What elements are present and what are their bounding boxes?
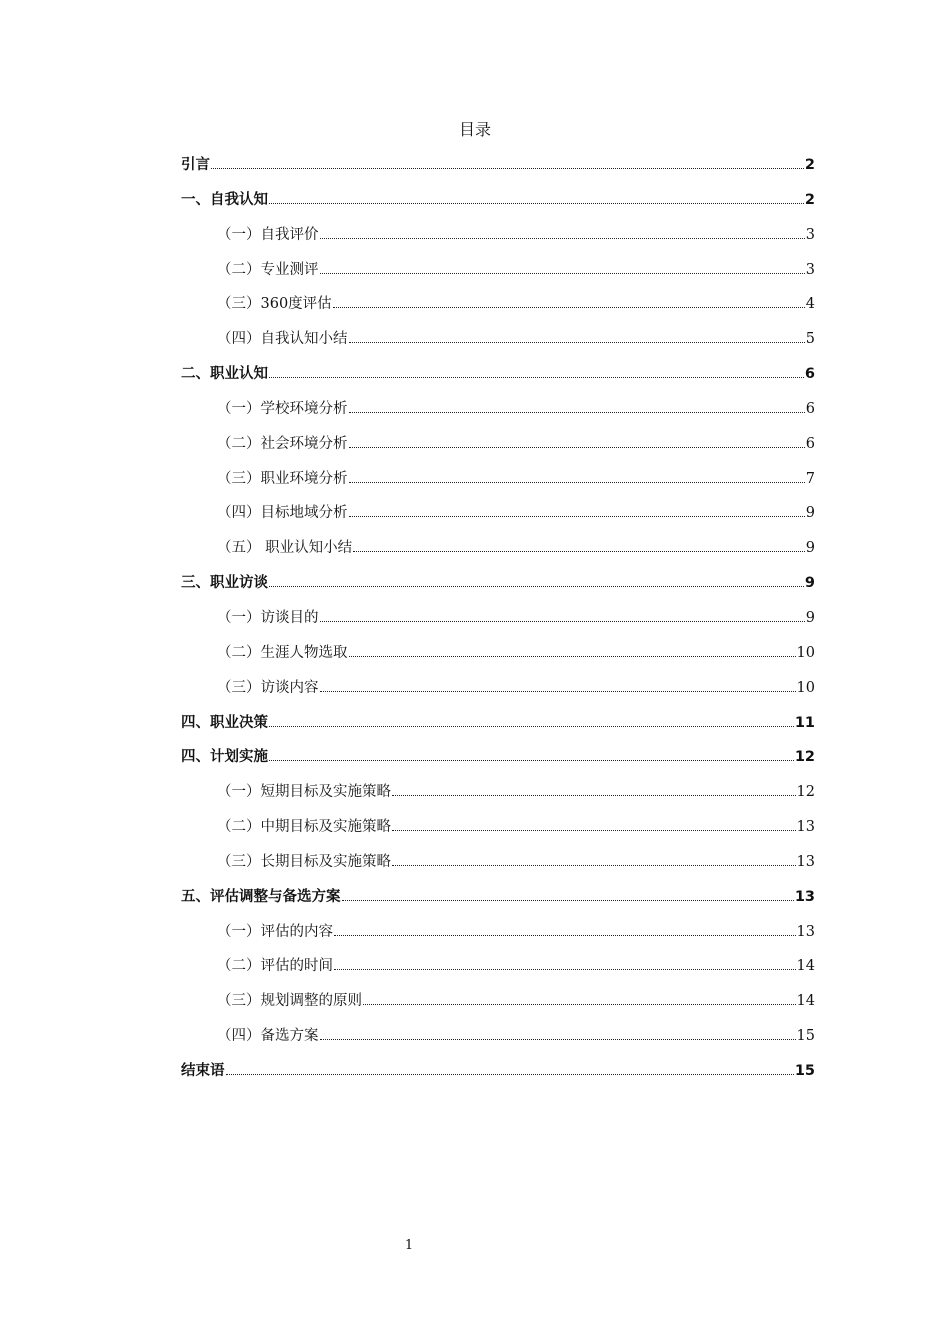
- toc-entry-label: 五、评估调整与备选方案: [181, 888, 341, 905]
- toc-entry-label: （一）自我评价: [217, 226, 319, 243]
- toc-title: 目录: [458, 120, 491, 139]
- toc-entry-page-number: 13: [796, 853, 815, 870]
- toc-dot-leader: [320, 1028, 796, 1040]
- toc-entry-label: （五） 职业认知小结: [217, 540, 353, 557]
- toc-entry-label: （三）访谈内容: [217, 679, 319, 696]
- toc-entry-label: （二）生涯人物选取: [217, 644, 348, 661]
- toc-entry-label: （四）备选方案: [217, 1028, 319, 1045]
- toc-entry-page-number: 7: [805, 470, 815, 487]
- toc-entry-chapter[interactable]: [181, 183, 815, 218]
- toc-dot-leader: [269, 366, 804, 378]
- toc-entry-page-number: 3: [805, 261, 815, 278]
- toc-dot-leader: [269, 575, 804, 587]
- toc-entry-label: 一、自我认知: [181, 191, 268, 208]
- toc-entry-label: （二）专业测评: [217, 261, 319, 278]
- toc-dot-leader: [320, 227, 805, 239]
- toc-dot-leader: [392, 854, 796, 866]
- toc-entry-label: （二）中期目标及实施策略: [217, 819, 391, 836]
- toc-entry-label: （三）长期目标及实施策略: [217, 853, 391, 870]
- toc-entry-label: 二、职业认知: [181, 366, 268, 383]
- toc-entry-chapter[interactable]: [181, 740, 815, 775]
- toc-entry-page-number: 6: [804, 366, 815, 383]
- toc-entry-page-number: 14: [796, 958, 815, 975]
- toc-entry-label: 引言: [181, 157, 210, 173]
- toc-entry-page-number: 13: [796, 819, 815, 836]
- toc-entry-page-number: 11: [794, 714, 815, 731]
- toc-entry-page-number: 2: [804, 157, 815, 173]
- toc-dot-leader: [349, 471, 805, 483]
- toc-entry-page-number: 6: [805, 435, 815, 452]
- toc-dot-leader: [349, 331, 805, 343]
- toc-entry-page-number: 10: [796, 679, 815, 696]
- toc-entry-section[interactable]: [181, 462, 815, 497]
- table-of-contents: [181, 148, 815, 1089]
- toc-entry-label: （三）职业环境分析: [217, 470, 348, 487]
- toc-entry-page-number: 5: [805, 331, 815, 348]
- toc-dot-leader: [353, 540, 805, 552]
- toc-entry-section[interactable]: [181, 949, 815, 984]
- toc-entry-page-number: 4: [805, 296, 815, 313]
- toc-entry-section[interactable]: [181, 322, 815, 357]
- toc-entry-section[interactable]: [181, 671, 815, 706]
- toc-entry-label: 结束语: [181, 1062, 225, 1079]
- toc-dot-leader: [269, 749, 794, 761]
- toc-dot-leader: [269, 715, 794, 727]
- toc-dot-leader: [334, 924, 796, 936]
- toc-dot-leader: [320, 262, 805, 274]
- toc-entry-label: 四、职业决策: [181, 714, 268, 731]
- toc-dot-leader: [320, 610, 805, 622]
- toc-entry-page-number: 6: [805, 400, 815, 417]
- toc-entry-chapter[interactable]: [181, 566, 815, 601]
- toc-dot-leader: [342, 889, 794, 901]
- toc-entry-page-number: 9: [805, 540, 815, 557]
- toc-dot-leader: [320, 680, 796, 692]
- toc-dot-leader: [349, 645, 796, 657]
- toc-entry-page-number: 12: [794, 749, 815, 766]
- toc-entry-section[interactable]: [181, 1019, 815, 1054]
- toc-entry-label: （二）评估的时间: [217, 958, 333, 975]
- toc-entry-chapter[interactable]: [181, 1054, 815, 1089]
- toc-dot-leader: [226, 1063, 794, 1075]
- toc-entry-section[interactable]: [181, 810, 815, 845]
- toc-dot-leader: [334, 958, 796, 970]
- toc-entry-label: 四、计划实施: [181, 749, 268, 766]
- toc-entry-label: （一）评估的内容: [217, 923, 333, 940]
- toc-entry-chapter[interactable]: [181, 148, 815, 183]
- toc-entry-section[interactable]: [181, 392, 815, 427]
- toc-entry-page-number: 13: [794, 888, 815, 905]
- toc-entry-section[interactable]: [181, 915, 815, 950]
- toc-entry-label: （一）短期目标及实施策略: [217, 784, 391, 801]
- toc-entry-page-number: 13: [796, 923, 815, 940]
- toc-entry-section[interactable]: [181, 984, 815, 1019]
- toc-entry-section[interactable]: [181, 427, 815, 462]
- toc-entry-label: （一）访谈目的: [217, 609, 319, 626]
- toc-entry-label: （二）社会环境分析: [217, 435, 348, 452]
- toc-entry-page-number: 12: [796, 784, 815, 801]
- toc-entry-section[interactable]: [181, 636, 815, 671]
- toc-entry-section[interactable]: [181, 775, 815, 810]
- toc-entry-label: 三、职业访谈: [181, 575, 268, 592]
- toc-entry-chapter[interactable]: [181, 706, 815, 741]
- toc-entry-page-number: 15: [796, 1028, 815, 1045]
- toc-entry-section[interactable]: [181, 253, 815, 288]
- toc-entry-section[interactable]: [181, 287, 815, 322]
- toc-entry-chapter[interactable]: [181, 880, 815, 915]
- toc-entry-page-number: 9: [804, 575, 815, 592]
- toc-entry-label: （四）自我认知小结: [217, 331, 348, 348]
- toc-entry-section[interactable]: [181, 218, 815, 253]
- toc-entry-chapter[interactable]: [181, 357, 815, 392]
- toc-entry-section[interactable]: [181, 496, 815, 531]
- toc-entry-page-number: 3: [805, 226, 815, 243]
- toc-entry-section[interactable]: [181, 845, 815, 880]
- toc-dot-leader: [392, 819, 796, 831]
- toc-entry-label: （三）规划调整的原则: [217, 993, 362, 1010]
- toc-entry-label: （一）学校环境分析: [217, 400, 348, 417]
- toc-entry-page-number: 15: [794, 1062, 815, 1079]
- toc-entry-section[interactable]: [181, 531, 815, 566]
- toc-dot-leader: [211, 157, 804, 169]
- toc-entry-label: （三）360度评估: [217, 296, 332, 313]
- toc-entry-label: （四）目标地域分析: [217, 505, 348, 522]
- toc-dot-leader: [349, 401, 805, 413]
- toc-dot-leader: [269, 192, 804, 204]
- toc-entry-page-number: 9: [805, 609, 815, 626]
- toc-dot-leader: [349, 436, 805, 448]
- toc-entry-page-number: 14: [796, 993, 815, 1010]
- toc-entry-section[interactable]: [181, 601, 815, 636]
- toc-entry-page-number: 2: [804, 191, 815, 208]
- toc-dot-leader: [392, 784, 796, 796]
- toc-dot-leader: [349, 505, 805, 517]
- toc-entry-page-number: 10: [796, 644, 815, 661]
- toc-dot-leader: [333, 296, 805, 308]
- toc-dot-leader: [363, 993, 796, 1005]
- footer-page-number: 1: [404, 1238, 414, 1253]
- toc-entry-page-number: 9: [805, 505, 815, 522]
